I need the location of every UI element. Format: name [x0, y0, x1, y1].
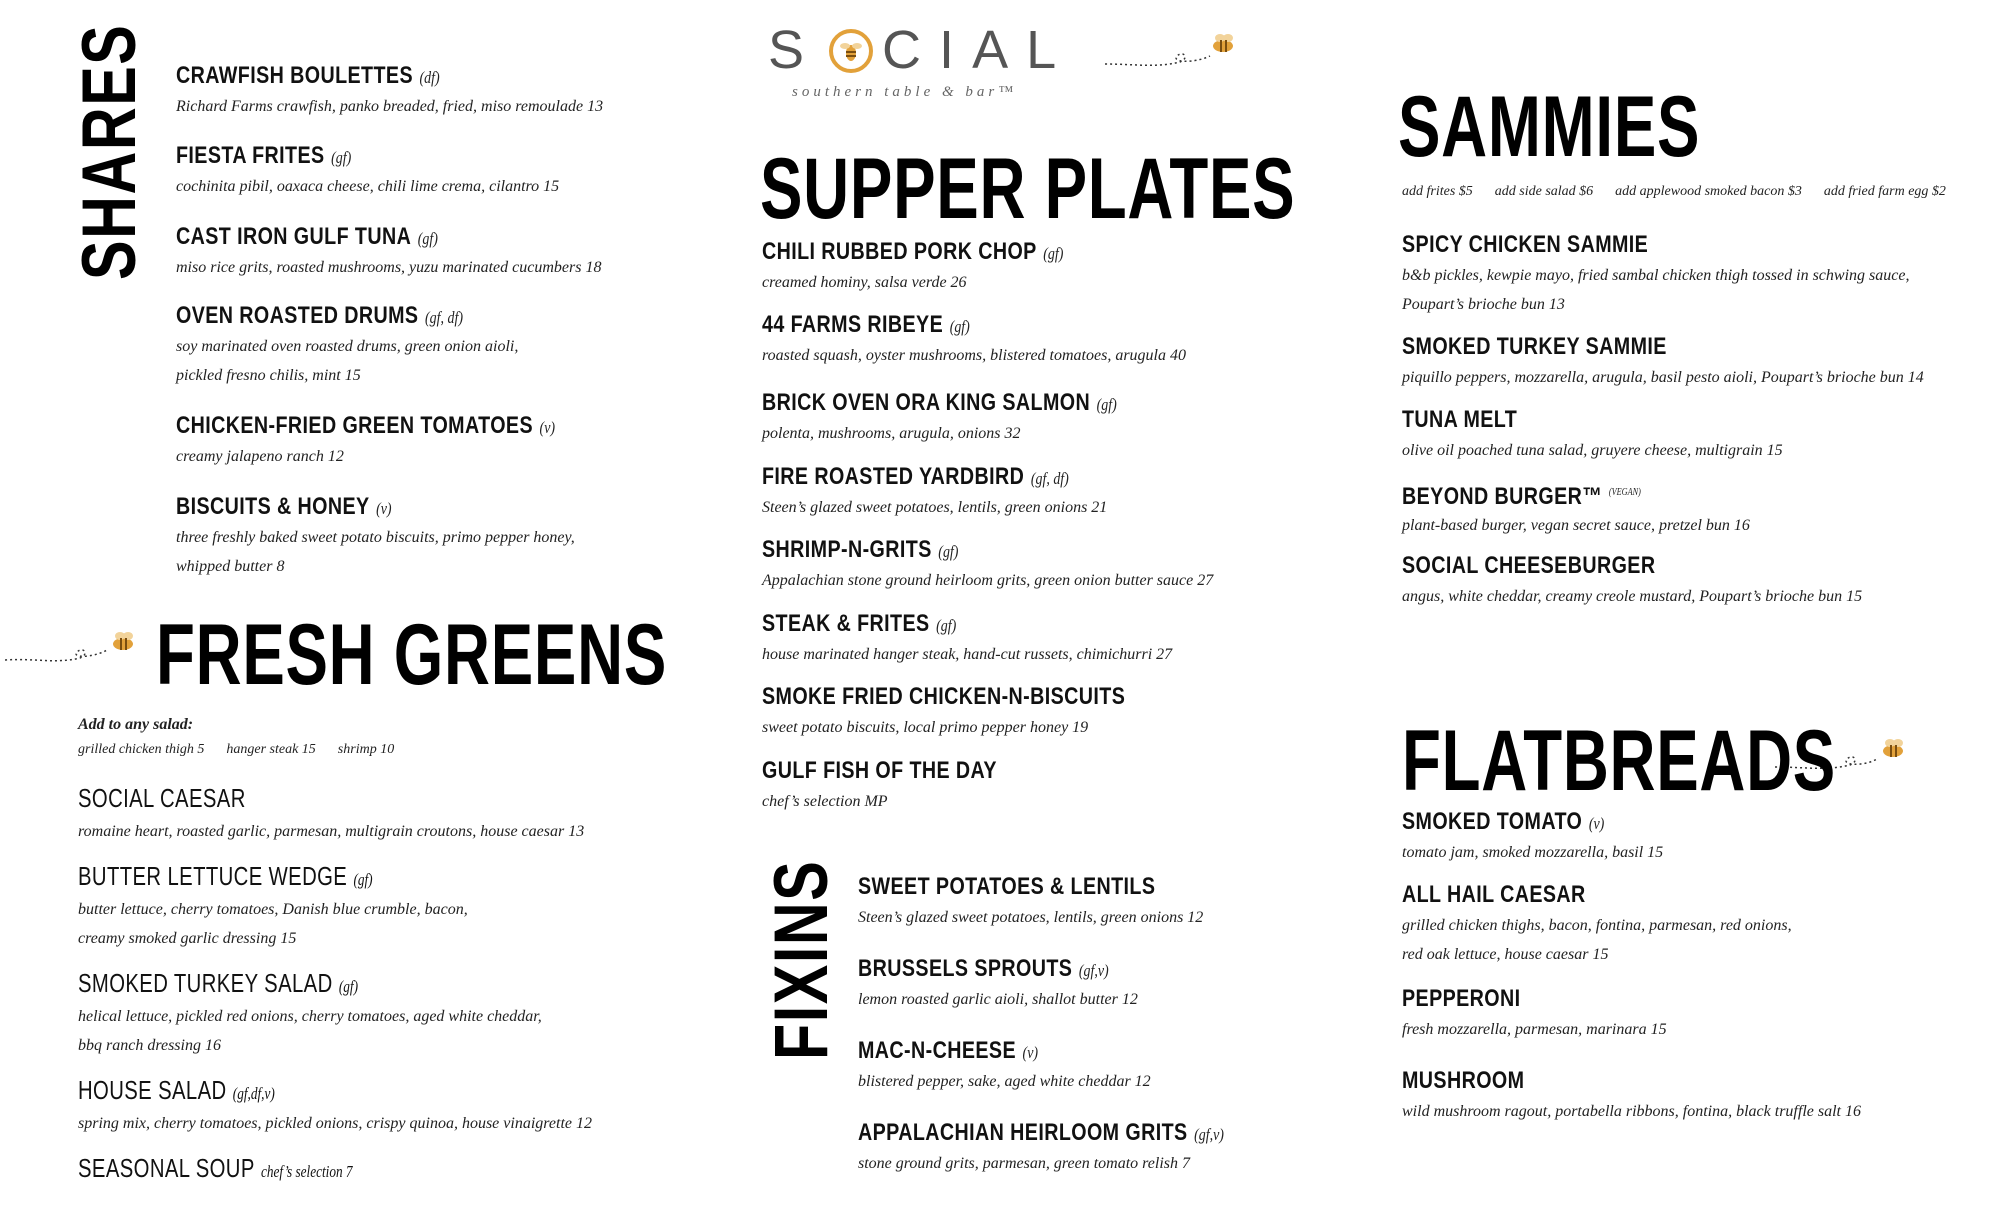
item-description: soy marinated oven roasted drums, green onion aioli,	[176, 338, 519, 355]
item-title: 44 FARMS RIBEYE (gf)	[762, 311, 970, 338]
item-description: Steen’s glazed sweet potatoes, lentils, green onions 12	[858, 909, 1204, 926]
item-description: plant-based burger, vegan secret sauce, pretzel bun 16	[1402, 517, 1750, 534]
item-description: lemon roasted garlic aioli, shallot butter 12	[858, 991, 1138, 1008]
logo-name: S CIAL	[768, 20, 1075, 80]
item-description: cochinita pibil, oaxaca cheese, chili lime crema, cilantro 15	[176, 178, 560, 195]
item-description: house marinated hanger steak, hand-cut russets, chimichurri 27	[762, 646, 1173, 663]
menu-item	[762, 683, 1213, 742]
item-description: pickled fresno chilis, mint 15	[176, 367, 361, 384]
menu-item	[762, 757, 1056, 816]
item-description: Steen’s glazed sweet potatoes, lentils, green onions 21	[762, 499, 1108, 516]
item-description: tomato jam, smoked mozzarella, basil 15	[1402, 844, 1664, 861]
item-title: CAST IRON GULF TUNA (gf)	[176, 223, 438, 250]
menu-item	[78, 1153, 430, 1187]
item-title: STEAK & FRITES (gf)	[762, 610, 957, 637]
item-title: SOCIAL CHEESEBURGER	[1402, 552, 1656, 579]
menu-item	[176, 62, 603, 121]
menu-item	[762, 536, 1213, 595]
item-description: chef’s selection MP	[762, 793, 888, 810]
item-title: PEPPERONI	[1402, 985, 1521, 1012]
item-title: FIRE ROASTED YARDBIRD (gf, df)	[762, 463, 1069, 490]
item-description: romaine heart, roasted garlic, parmesan, multigrain croutons, house caesar 13	[78, 823, 585, 840]
item-description: fresh mozzarella, parmesan, marinara 15	[1402, 1021, 1667, 1038]
item-title: BUTTER LETTUCE WEDGE (gf)	[78, 861, 373, 891]
item-title: FIESTA FRITES (gf)	[176, 142, 352, 169]
menu-item	[1402, 231, 1909, 319]
item-description: helical lettuce, pickled red onions, cherry tomatoes, aged white cheddar,	[78, 1008, 542, 1025]
menu-item	[176, 302, 526, 390]
item-title: TUNA MELT	[1402, 406, 1518, 433]
item-description: b&b pickles, kewpie mayo, fried sambal chicken thigh tossed in schwing sauce,	[1402, 267, 1910, 284]
item-description: three freshly baked sweet potato biscuits, primo pepper honey,	[176, 529, 575, 546]
logo-wordmark	[768, 20, 1075, 80]
item-title: APPALACHIAN HEIRLOOM GRITS (gf,v)	[858, 1119, 1224, 1146]
addon-item: add frites $5	[1402, 184, 1473, 199]
item-description: stone ground grits, parmesan, green tomato relish 7	[858, 1155, 1190, 1172]
addon-item: grilled chicken thigh 5	[78, 742, 205, 757]
item-title: GULF FISH OF THE DAY	[762, 757, 997, 784]
logo-bee-icon	[828, 28, 874, 74]
menu-item	[1402, 985, 1667, 1044]
item-title: SPICY CHICKEN SAMMIE	[1402, 231, 1649, 258]
menu-item	[858, 1119, 1304, 1178]
menu-item	[858, 955, 1164, 1014]
menu-item	[1402, 406, 1783, 465]
item-description: blistered pepper, sake, aged white cheddar 12	[858, 1073, 1151, 1090]
menu-item	[762, 238, 1130, 297]
item-title: ALL HAIL CAESAR	[1402, 881, 1586, 908]
menu-item	[1402, 808, 1663, 867]
item-description: piquillo peppers, mozzarella, arugula, basil pesto aioli, Poupart’s brioche bun 14	[1402, 369, 1924, 386]
addon-item: hanger steak 15	[226, 742, 316, 757]
item-description: miso rice grits, roasted mushrooms, yuzu marinated cucumbers 18	[176, 259, 602, 276]
item-description: whipped butter 8	[176, 558, 285, 575]
logo	[768, 20, 1075, 106]
item-title: SEASONAL SOUP chef’s selection 7	[78, 1153, 353, 1183]
salad-addons	[78, 716, 416, 758]
menu-item	[1402, 333, 1924, 392]
item-description: sweet potato biscuits, local primo pepper honey 19	[762, 719, 1089, 736]
item-title: SWEET POTATOES & LENTILS	[858, 873, 1156, 900]
item-description: olive oil poached tuna salad, gruyere cheese, multigrain 15	[1402, 442, 1783, 459]
item-title: SMOKED TOMATO (v)	[1402, 808, 1605, 835]
item-title: SOCIAL CAESAR	[78, 783, 246, 813]
menu-item	[78, 861, 468, 953]
menu-item	[176, 493, 575, 581]
shares-heading: SHARES	[67, 23, 152, 281]
salad-addons-list	[78, 742, 416, 758]
item-description: creamy smoked garlic dressing 15	[78, 930, 297, 947]
item-description: roasted squash, oyster mushrooms, blistered tomatoes, arugula 40	[762, 347, 1186, 364]
item-description: butter lettuce, cherry tomatoes, Danish blue crumble, bacon,	[78, 901, 468, 918]
menu-item	[1402, 552, 1862, 611]
item-title: CRAWFISH BOULETTES (df)	[176, 62, 440, 89]
menu-item	[762, 610, 1172, 669]
item-description: Appalachian stone ground heirloom grits, green onion butter sauce 27	[762, 572, 1214, 589]
item-description: creamed hominy, salsa verde 26	[762, 274, 967, 291]
item-title: BEYOND BURGER™ $^{(VEGAN)}$	[1402, 483, 1641, 510]
menu-item	[176, 142, 559, 201]
item-title: HOUSE SALAD (gf,df,v)	[78, 1075, 275, 1105]
menu-item	[858, 873, 1229, 932]
addon-item: add fried farm egg $2	[1823, 184, 1946, 199]
sammies-heading: SAMMIES	[1398, 79, 1701, 175]
menu-item	[1402, 881, 1792, 969]
item-description: grilled chicken thighs, bacon, fontina, parmesan, red onions,	[1402, 917, 1792, 934]
item-description: wild mushroom ragout, portabella ribbons, fontina, black truffle salt 16	[1402, 1103, 1861, 1120]
item-title: SHRIMP-N-GRITS (gf)	[762, 536, 959, 563]
item-title: SMOKED TURKEY SAMMIE	[1402, 333, 1667, 360]
menu-item	[78, 968, 542, 1060]
item-title: CHICKEN-FRIED GREEN TOMATOES (v)	[176, 412, 556, 439]
menu-item	[176, 412, 638, 471]
salad-addons-label: Add to any salad:	[78, 716, 194, 733]
menu-item	[762, 311, 1186, 370]
item-title: BRUSSELS SPROUTS (gf,v)	[858, 955, 1109, 982]
menu-item	[762, 463, 1136, 522]
item-description: spring mix, cherry tomatoes, pickled onions, crispy quinoa, house vinaigrette 12	[78, 1115, 592, 1132]
sammie-addons	[1402, 184, 1968, 200]
item-title: MAC-N-CHEESE (v)	[858, 1037, 1039, 1064]
menu-item	[78, 1075, 592, 1138]
item-description: polenta, mushrooms, arugula, onions 32	[762, 425, 1021, 442]
addon-item: add side salad $6	[1494, 184, 1594, 199]
item-title: MUSHROOM	[1402, 1067, 1525, 1094]
item-title: SMOKE FRIED CHICKEN-N-BISCUITS	[762, 683, 1126, 710]
item-description: creamy jalapeno ranch 12	[176, 448, 344, 465]
menu-item	[762, 389, 1195, 448]
item-title: SMOKED TURKEY SALAD (gf)	[78, 968, 358, 998]
item-description: Richard Farms crawfish, panko breaded, fried, miso remoulade 13	[176, 98, 604, 115]
supper-plates-heading: SUPPER PLATES	[760, 141, 1296, 237]
item-description: red oak lettuce, house caesar 15	[1402, 946, 1609, 963]
item-title: OVEN ROASTED DRUMS (gf, df)	[176, 302, 463, 329]
menu-item	[176, 223, 601, 282]
menu-item	[1402, 1067, 1861, 1126]
addon-item: add applewood smoked bacon $3	[1615, 184, 1802, 199]
addon-item: shrimp 10	[337, 742, 395, 757]
flatbreads-heading: FLATBREADS	[1402, 713, 1836, 809]
bee-trail-icon	[5, 628, 145, 670]
menu-item	[78, 783, 584, 846]
fresh-greens-heading: FRESH GREENS	[156, 607, 668, 703]
item-title: CHILI RUBBED PORK CHOP (gf)	[762, 238, 1064, 265]
item-title: BISCUITS & HONEY (v)	[176, 493, 392, 520]
menu-item	[1402, 479, 1750, 540]
fixins-heading: FIXINS	[759, 859, 844, 1060]
bee-trail-icon	[1105, 30, 1250, 72]
logo-tagline: southern table & bar™	[792, 84, 1017, 100]
item-description: bbq ranch dressing 16	[78, 1037, 221, 1054]
item-title: BRICK OVEN ORA KING SALMON (gf)	[762, 389, 1117, 416]
item-description: Poupart’s brioche bun 13	[1402, 296, 1565, 313]
item-description: angus, white cheddar, creamy creole mustard, Poupart’s brioche bun 15	[1402, 588, 1863, 605]
menu-item	[858, 1037, 1151, 1096]
